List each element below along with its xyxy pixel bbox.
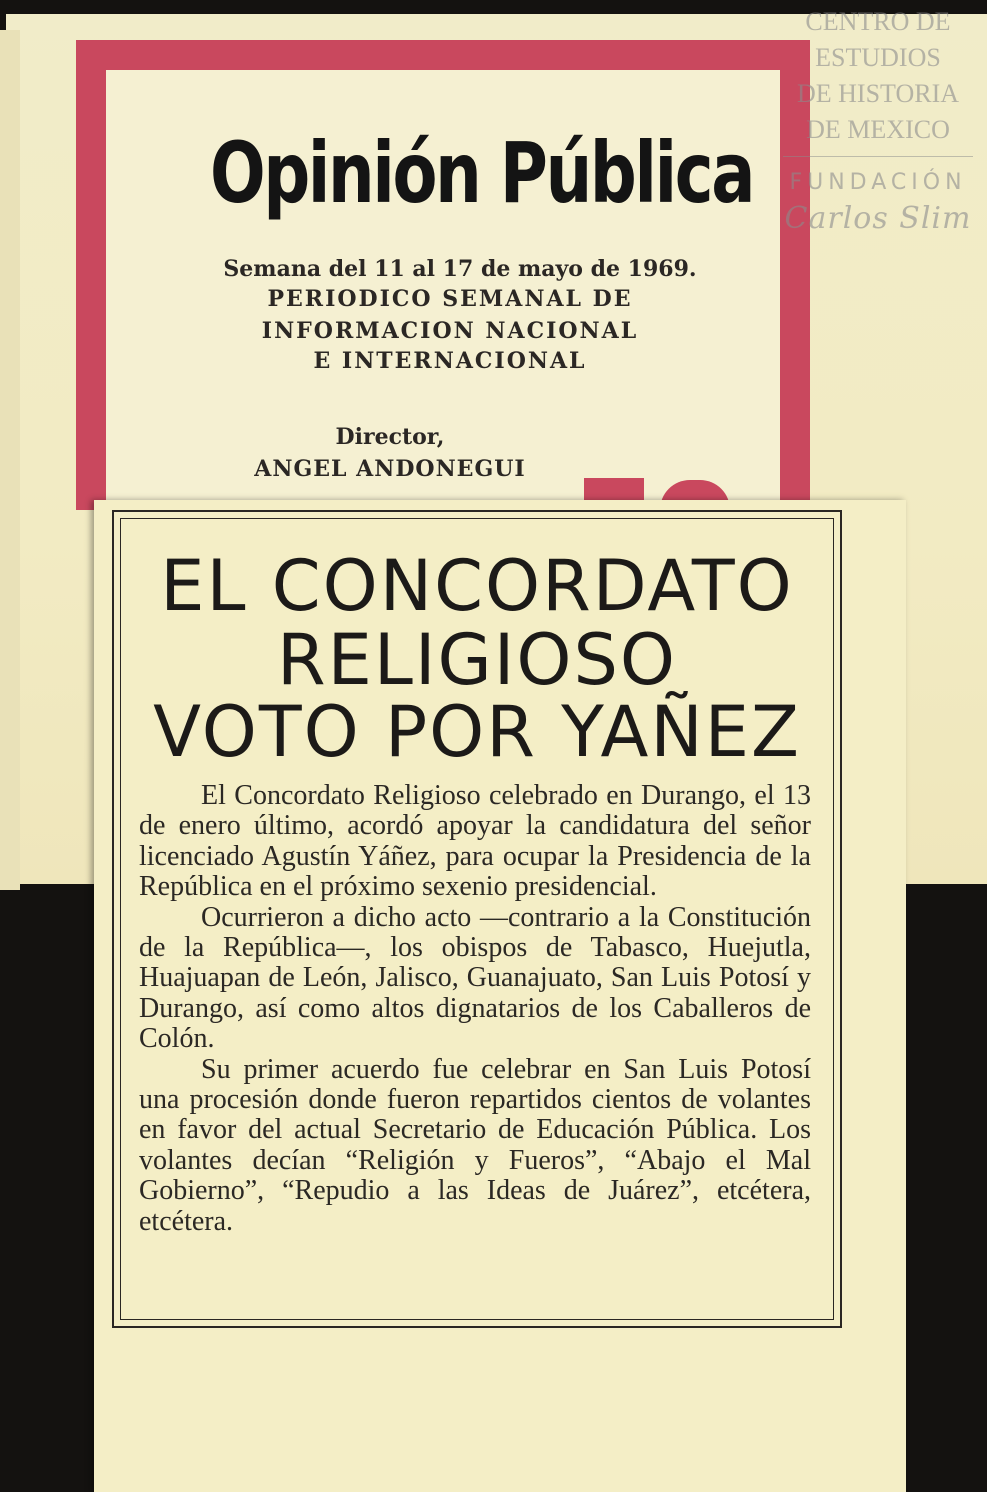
- masthead-director-name: ANGEL ANDONEGUI: [254, 456, 526, 482]
- watermark-line-3: DE HISTORIA: [796, 79, 960, 108]
- watermark-line-1: CENTRO DE: [805, 7, 951, 36]
- masthead-week-line: Semana del 11 al 17 de mayo de 1969.: [223, 256, 697, 282]
- masthead-title: Opinión Pública: [210, 124, 754, 222]
- article-paragraph-1: El Concordato Religioso celebrado en Durango, el 13 de enero último, acordó apoyar la candidatura del señor licenciado Agustín Yáñez, para ocupar la Presidencia de la República en el próximo sexenio presidencial.: [139, 780, 811, 903]
- article-paragraph-3: Su primer acuerdo fue celebrar en San Luis Potosí una procesión donde fueron repartidos cientos de volantes en favor del actual Secretario de Educación Pública. Los volantes decían “Religión y Fueros”, “Abajo el Mal Gobierno”, “Repudio a las Ideas de Juárez”, etcétera, etcétera.: [139, 1053, 811, 1237]
- article-headline-line-3: VOTO POR YAÑEZ: [153, 691, 801, 773]
- article-paragraph-2: Ocurrieron a dicho acto —contrario a la Constitución de la República—, los obispos de Tabasco, Huejutla, Huajuapan de León, Jalisco, Guanajuato, San Luis Potosí y Durango, así como altos dignatarios de los Caballeros de Colón.: [139, 901, 811, 1055]
- article-headline-line-2: RELIGIOSO: [276, 619, 678, 701]
- article-frame: [112, 510, 842, 1328]
- archive-watermark: [783, 4, 973, 237]
- watermark-fundacion: FUNDACIÓN: [783, 156, 973, 201]
- masthead-director-label: Director,: [335, 424, 445, 450]
- watermark-line-4: DE MEXICO: [806, 115, 950, 144]
- masthead-type-line-2: INFORMACION NACIONAL: [261, 318, 639, 344]
- watermark-line-2: ESTUDIOS: [815, 43, 941, 72]
- masthead-type-line-1: PERIODICO SEMANAL DE: [267, 286, 633, 312]
- left-paper-scrap: [0, 30, 20, 890]
- article-body: [139, 781, 811, 1237]
- watermark-signature: Carlos Slim: [784, 201, 972, 236]
- article-headline-line-1: EL CONCORDATO: [160, 545, 794, 627]
- article-inner-frame: [120, 518, 834, 1320]
- masthead-type-line-3: E INTERNACIONAL: [313, 348, 587, 374]
